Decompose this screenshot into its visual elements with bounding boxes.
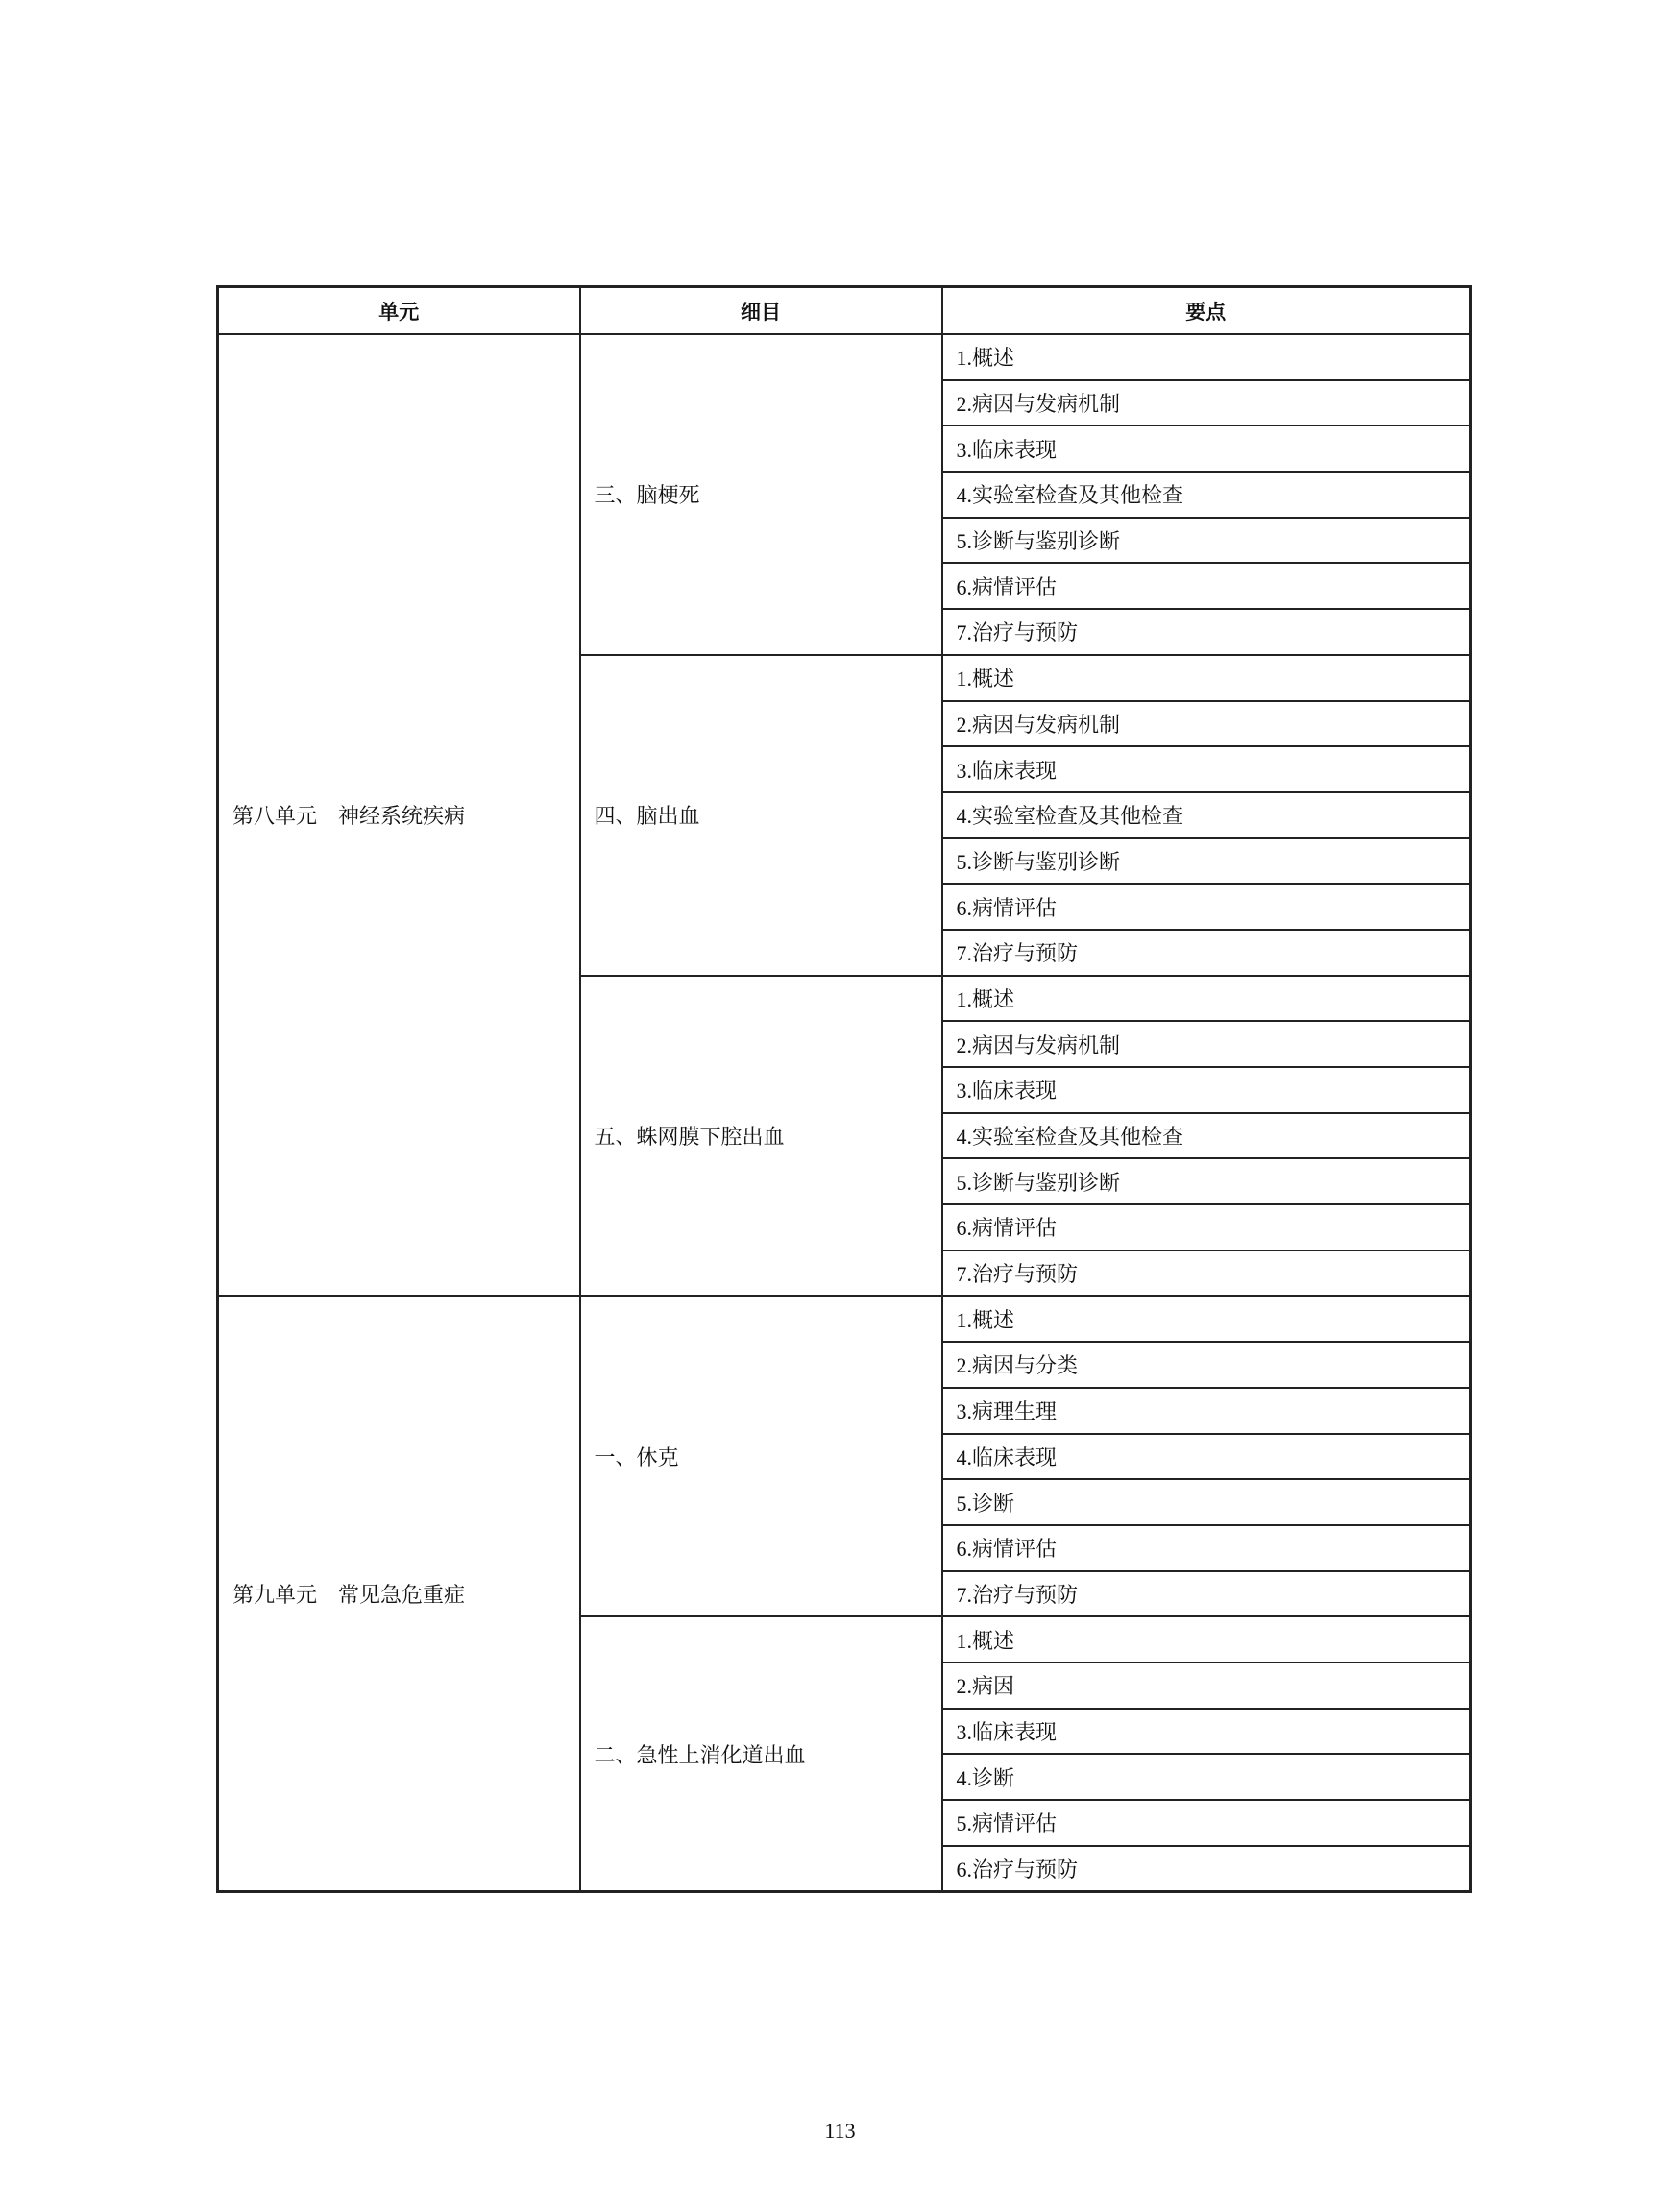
point-cell: 4.临床表现 [942,1434,1471,1480]
point-cell: 6.治疗与预防 [942,1846,1471,1892]
item-cell: 三、脑梗死 [580,334,942,655]
point-cell: 1.概述 [942,655,1471,701]
point-cell: 2.病因 [942,1663,1471,1709]
point-cell: 5.诊断与鉴别诊断 [942,518,1471,564]
point-cell: 6.病情评估 [942,884,1471,930]
point-cell: 5.诊断与鉴别诊断 [942,1158,1471,1204]
table-row [218,334,1471,380]
header-row [218,287,1471,335]
point-cell: 7.治疗与预防 [942,930,1471,976]
header-item: 细目 [580,287,942,335]
point-cell: 5.诊断 [942,1479,1471,1525]
point-cell: 3.临床表现 [942,746,1471,792]
point-cell: 6.病情评估 [942,1204,1471,1250]
point-cell: 1.概述 [942,1296,1471,1342]
item-cell: 二、急性上消化道出血 [580,1616,942,1892]
item-cell: 四、脑出血 [580,655,942,976]
point-cell: 3.临床表现 [942,1709,1471,1755]
syllabus-table [216,285,1472,1893]
point-cell: 3.临床表现 [942,1067,1471,1113]
point-cell: 5.病情评估 [942,1800,1471,1846]
point-cell: 4.实验室检查及其他检查 [942,472,1471,518]
unit-cell: 第九单元 常见急危重症 [218,1296,580,1891]
header-unit: 单元 [218,287,580,335]
point-cell: 7.治疗与预防 [942,609,1471,655]
item-cell: 五、蛛网膜下腔出血 [580,976,942,1297]
point-cell: 6.病情评估 [942,563,1471,609]
point-cell: 3.病理生理 [942,1388,1471,1434]
point-cell: 5.诊断与鉴别诊断 [942,838,1471,885]
point-cell: 4.实验室检查及其他检查 [942,1113,1471,1159]
point-cell: 2.病因与分类 [942,1342,1471,1388]
page-number: 113 [824,2119,856,2143]
point-cell: 3.临床表现 [942,425,1471,472]
point-cell: 1.概述 [942,334,1471,380]
point-cell: 1.概述 [942,976,1471,1022]
point-cell: 2.病因与发病机制 [942,380,1471,426]
item-cell: 一、休克 [580,1296,942,1616]
point-cell: 7.治疗与预防 [942,1250,1471,1297]
point-cell: 2.病因与发病机制 [942,701,1471,747]
point-cell: 1.概述 [942,1616,1471,1663]
unit-cell: 第八单元 神经系统疾病 [218,334,580,1296]
point-cell: 2.病因与发病机制 [942,1021,1471,1067]
header-points: 要点 [942,287,1471,335]
point-cell: 4.实验室检查及其他检查 [942,792,1471,838]
point-cell: 7.治疗与预防 [942,1571,1471,1617]
point-cell: 4.诊断 [942,1754,1471,1800]
point-cell: 6.病情评估 [942,1525,1471,1571]
table-row [218,1296,1471,1342]
